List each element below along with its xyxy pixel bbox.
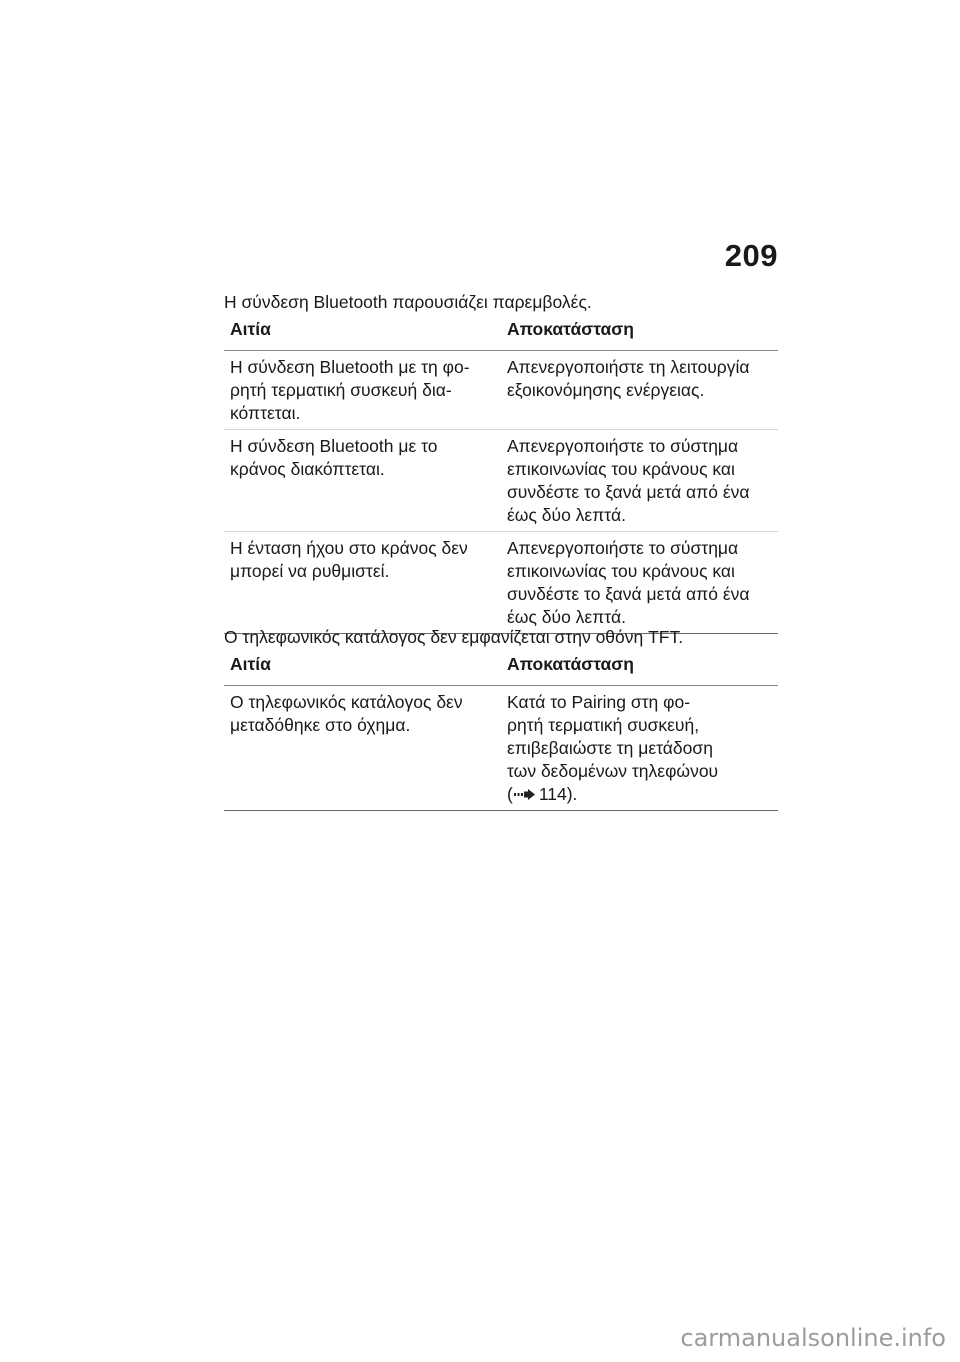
page-reference-arrow-icon: [514, 789, 536, 800]
column-header-remedy: Αποκατάσταση: [501, 313, 778, 351]
cause-text: Η σύνδεση Bluetooth με τη φο- ρητή τερματική συσκευή δια- κόπτεται.: [230, 357, 470, 423]
section-title: Ο τηλεφωνικός κατάλογος δεν εμφανίζεται στην οθόνη TFT.: [224, 627, 684, 647]
remedy-text: Απενεργοποιήστε το σύστημα επικοινωνίας του κράνους και συνδέστε το ξανά μετά από ένα έως δύο λεπτά.: [507, 436, 750, 525]
cause-text: Η ένταση ήχου στο κράνος δεν μπορεί να ρυθμιστεί.: [230, 538, 468, 581]
reference-open-paren: (: [507, 784, 513, 804]
remedy-text: Κατά το Pairing στη φο- ρητή τερματική συσκευή, επιβεβαιώστε τη μετάδοση των δεδομένων τηλεφώνου: [507, 692, 719, 781]
troubleshooting-section-phonebook: [224, 626, 778, 811]
page-reference[interactable]: 114).: [538, 784, 578, 804]
column-header-cause: Αιτία: [224, 313, 501, 351]
table-header-row: [224, 648, 778, 686]
table-header-row: [224, 313, 778, 351]
table-row: [224, 430, 778, 532]
troubleshooting-section-bluetooth: [224, 291, 778, 634]
cause-text: Η σύνδεση Bluetooth με το κράνος διακόπτεται.: [230, 436, 438, 479]
remedy-cell: [501, 430, 778, 532]
table-row: [224, 686, 778, 811]
watermark: carmanualsonline.info: [680, 1324, 946, 1352]
cause-cell: [224, 532, 501, 634]
remedy-cell: [501, 532, 778, 634]
cause-text: Ο τηλεφωνικός κατάλογος δεν μεταδόθηκε στο όχημα.: [230, 692, 463, 735]
column-header-cause: Αιτία: [224, 648, 501, 686]
remedy-cell: [501, 686, 778, 811]
cause-cell: [224, 686, 501, 811]
troubleshooting-table: [224, 313, 778, 634]
remedy-cell: [501, 351, 778, 430]
table-row: [224, 532, 778, 634]
remedy-text: Απενεργοποιήστε τη λειτουργία εξοικονόμησης ενέργειας.: [507, 357, 750, 400]
troubleshooting-table: [224, 648, 778, 811]
remedy-text: Απενεργοποιήστε το σύστημα επικοινωνίας του κράνους και συνδέστε το ξανά μετά από ένα έως δύο λεπτά.: [507, 538, 750, 627]
section-title: Η σύνδεση Bluetooth παρουσιάζει παρεμβολές.: [224, 292, 592, 312]
page-number: 209: [724, 238, 778, 273]
cause-cell: [224, 430, 501, 532]
table-row: [224, 351, 778, 430]
cause-cell: [224, 351, 501, 430]
column-header-remedy: Αποκατάσταση: [501, 648, 778, 686]
